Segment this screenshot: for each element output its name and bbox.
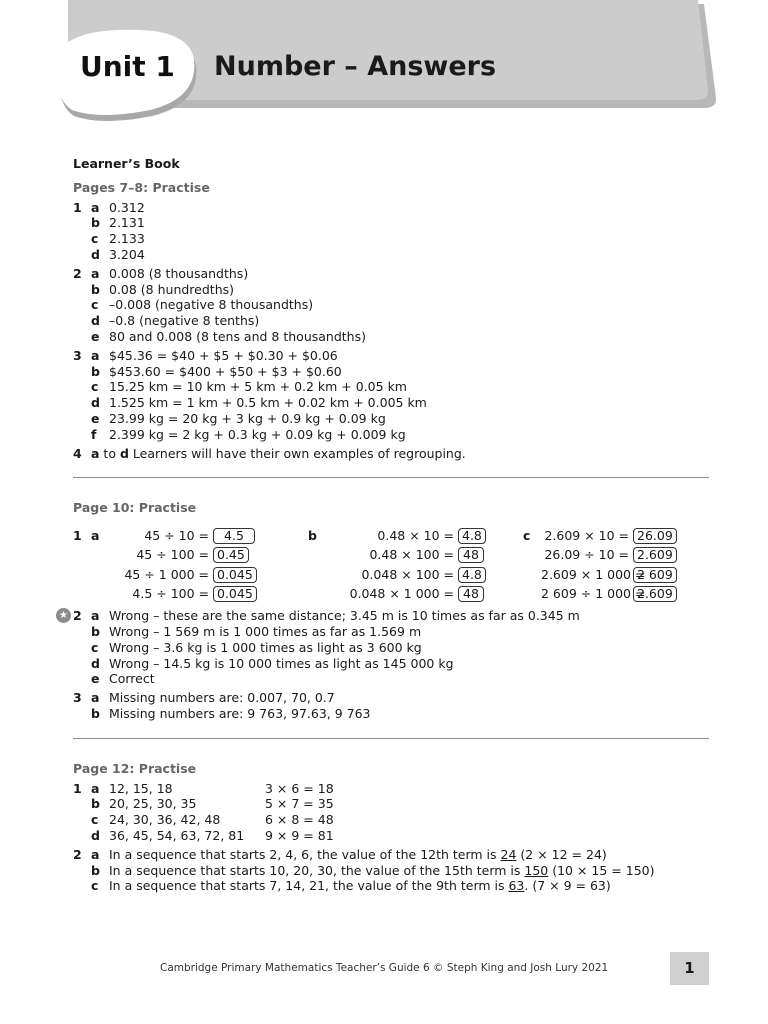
part-letter: a: [91, 846, 100, 862]
equation-row: [109, 546, 257, 566]
equation: 0.048 × 100 =: [361, 566, 454, 582]
part-letter: c: [91, 231, 99, 247]
part-letter: a: [91, 265, 100, 281]
question-1: [73, 781, 713, 844]
answer-text: (2 × 12 = 24): [516, 846, 607, 862]
answer-box: 26.09: [633, 528, 677, 544]
equation-row: [109, 526, 257, 546]
question-2: [73, 847, 713, 894]
answer-text: 2.131: [109, 215, 145, 231]
answer-text: 23.99 kg = 20 kg + 3 kg + 0.9 kg + 0.09 kg: [109, 410, 386, 426]
question-number: 1: [73, 780, 82, 796]
answer-box: 0.045: [213, 586, 257, 602]
answer-text: 2.133: [109, 231, 145, 247]
equation-row: [326, 585, 486, 605]
part-letter: b: [91, 862, 100, 878]
part-letter: c: [91, 379, 99, 395]
part-letter: e: [91, 671, 100, 687]
part-letter: d: [91, 827, 100, 843]
sequence-text: 24, 30, 36, 42, 48: [109, 812, 221, 828]
answer-box: 4.5: [213, 528, 255, 544]
equation-row: [541, 526, 677, 546]
answer-text: $45.36 = $40 + $5 + $0.30 + $0.06: [109, 347, 338, 363]
question-4: [73, 446, 713, 462]
answer-text: –0.8 (negative 8 tenths): [109, 313, 260, 329]
part-letter: b: [91, 623, 100, 639]
part-letter: a: [91, 347, 100, 363]
equation: 0.48 × 100 =: [369, 547, 454, 563]
page-title: Number – Answers: [214, 51, 497, 82]
answer-text: 0.008 (8 thousandths): [109, 265, 249, 281]
answer-text: 15.25 km = 10 km + 5 km + 0.2 km + 0.05 km: [109, 379, 407, 395]
part-letter: c: [91, 639, 99, 655]
equation-row: [326, 526, 486, 546]
answer-box: 0.045: [213, 567, 257, 583]
part-letter: c: [91, 297, 99, 313]
answer-text: 3.204: [109, 246, 145, 262]
rule-text: 3 × 6 = 18: [265, 780, 334, 796]
answer-box: 4.8: [458, 567, 486, 583]
equation: 26.09 ÷ 10 =: [544, 547, 629, 563]
part-letter: b: [91, 281, 100, 297]
answers-content: [59, 156, 713, 897]
answer-text: 0.312: [109, 199, 145, 215]
question-number: 2: [73, 608, 82, 624]
part-letter: d: [91, 246, 100, 262]
equation: 2.609 × 10 =: [544, 527, 629, 543]
sequence-text: 12, 15, 18: [109, 780, 173, 796]
answer-text: 1.525 km = 1 km + 0.5 km + 0.02 km + 0.005 km: [109, 395, 427, 411]
answer-box: 4.8: [458, 528, 486, 544]
answer-box: 2 609: [633, 567, 677, 583]
equation-row: [109, 585, 257, 605]
section-heading: Pages 7–8: Practise: [73, 179, 210, 195]
answer-box: 2.609: [633, 586, 677, 602]
part-letter: b: [91, 363, 100, 379]
equation-row: [541, 546, 677, 566]
question-number: 2: [73, 265, 82, 281]
part-letter: b: [91, 215, 100, 231]
answer-text: 0.08 (8 hundredths): [109, 281, 235, 297]
answer-text: (10 × 15 = 150): [548, 862, 655, 878]
part-letter: b: [91, 796, 100, 812]
part-letter: f: [91, 426, 97, 442]
part-letter: d: [91, 313, 100, 329]
part-letter: a: [91, 608, 100, 624]
underlined-answer: 24: [500, 846, 517, 862]
question-2: [73, 266, 713, 345]
part-letter: a: [91, 445, 100, 461]
answer-text: Correct: [109, 671, 155, 687]
answer-text: In a sequence that starts 10, 20, 30, the value of the 15th term is: [109, 862, 525, 878]
question-1-grid: [73, 526, 713, 604]
part-letter: c: [91, 812, 99, 828]
part-letter: a: [91, 528, 100, 544]
page-number: 1: [670, 952, 709, 985]
unit-label: Unit 1: [80, 50, 175, 83]
answer-text: Wrong – these are the same distance; 3.45 m is 10 times as far as 0.345 m: [109, 608, 580, 624]
question-number: 3: [73, 347, 82, 363]
answer-box: 2.609: [633, 547, 677, 563]
rule-text: 9 × 9 = 81: [265, 827, 334, 843]
question-number: 4: [73, 445, 82, 461]
equation: 45 ÷ 1 000 =: [124, 566, 209, 582]
star-challenge-icon: ★: [56, 608, 71, 623]
question-3: [73, 348, 713, 443]
question-number: 1: [73, 528, 82, 544]
rule-text: 5 × 7 = 35: [265, 796, 334, 812]
answer-text: –0.008 (negative 8 thousandths): [109, 297, 314, 313]
answer-text: Missing numbers are: 9 763, 97.63, 9 763: [109, 705, 371, 721]
answer-text: Wrong – 3.6 kg is 1 000 times as light as 3 600 kg: [109, 639, 422, 655]
range-word: to: [103, 445, 116, 461]
question-1: [73, 200, 713, 263]
book-title: Learner’s Book: [73, 156, 180, 171]
question-number: 2: [73, 846, 82, 862]
part-letter: d: [91, 395, 100, 411]
footer-credit: Cambridge Primary Mathematics Teacher’s Guide 6 © Steph King and Josh Lury 2021: [160, 962, 609, 974]
part-letter: a: [91, 690, 100, 706]
sequence-text: 36, 45, 54, 63, 72, 81: [109, 827, 245, 843]
section-divider: [73, 477, 709, 478]
equation: 2.609 × 1 000 =: [541, 566, 646, 582]
question-number: 1: [73, 199, 82, 215]
answer-text: $453.60 = $400 + $50 + $3 + $0.60: [109, 363, 342, 379]
equation-row: [541, 565, 677, 585]
equation: 45 ÷ 100 =: [136, 547, 209, 563]
part-letter: b: [308, 528, 317, 544]
equation: 0.48 × 10 =: [377, 527, 454, 543]
section-heading: Page 12: Practise: [73, 760, 197, 776]
equation-row: [326, 546, 486, 566]
answer-text: Wrong – 1 569 m is 1 000 times as far as 1.569 m: [109, 623, 422, 639]
equation: 0.048 × 1 000 =: [349, 586, 454, 602]
answer-box: 0.45: [213, 547, 249, 563]
sequence-text: 20, 25, 30, 35: [109, 796, 197, 812]
equation: 45 ÷ 10 =: [144, 527, 209, 543]
equation: 4.5 ÷ 100 =: [132, 586, 209, 602]
part-letter: a: [91, 780, 100, 796]
section-divider: [73, 738, 709, 739]
answer-text: Missing numbers are: 0.007, 70, 0.7: [109, 690, 335, 706]
part-letter: e: [91, 328, 100, 344]
part-letter: c: [523, 528, 531, 544]
answer-text: 2.399 kg = 2 kg + 0.3 kg + 0.09 kg + 0.009 kg: [109, 426, 406, 442]
answer-text: 80 and 0.008 (8 tens and 8 thousandths): [109, 328, 366, 344]
answer-text: Wrong – 14.5 kg is 10 000 times as light as 145 000 kg: [109, 655, 454, 671]
answer-text: In a sequence that starts 2, 4, 6, the value of the 12th term is: [109, 846, 501, 862]
rule-text: 6 × 8 = 48: [265, 812, 334, 828]
section-heading: Page 10: Practise: [73, 500, 197, 516]
part-letter: c: [91, 878, 99, 894]
answer-text: Learners will have their own examples of regrouping.: [132, 445, 466, 461]
part-letter: d: [91, 655, 100, 671]
equation-row: [109, 565, 257, 585]
underlined-answer: 150: [524, 862, 549, 878]
answer-text: In a sequence that starts 7, 14, 21, the value of the 9th term is: [109, 878, 509, 894]
answer-text: . (7 × 9 = 63): [524, 878, 611, 894]
question-2: [59, 608, 713, 687]
question-3: [73, 690, 713, 722]
part-letter: a: [91, 199, 100, 215]
answer-box: 48: [458, 586, 484, 602]
part-letter: b: [91, 705, 100, 721]
equation-row: [541, 585, 677, 605]
underlined-answer: 63: [508, 878, 525, 894]
question-number: 3: [73, 690, 82, 706]
part-letter: e: [91, 410, 100, 426]
equation-row: [326, 565, 486, 585]
equation: 2 609 ÷ 1 000 =: [541, 586, 646, 602]
answer-box: 48: [458, 547, 484, 563]
part-letter: d: [119, 445, 129, 461]
